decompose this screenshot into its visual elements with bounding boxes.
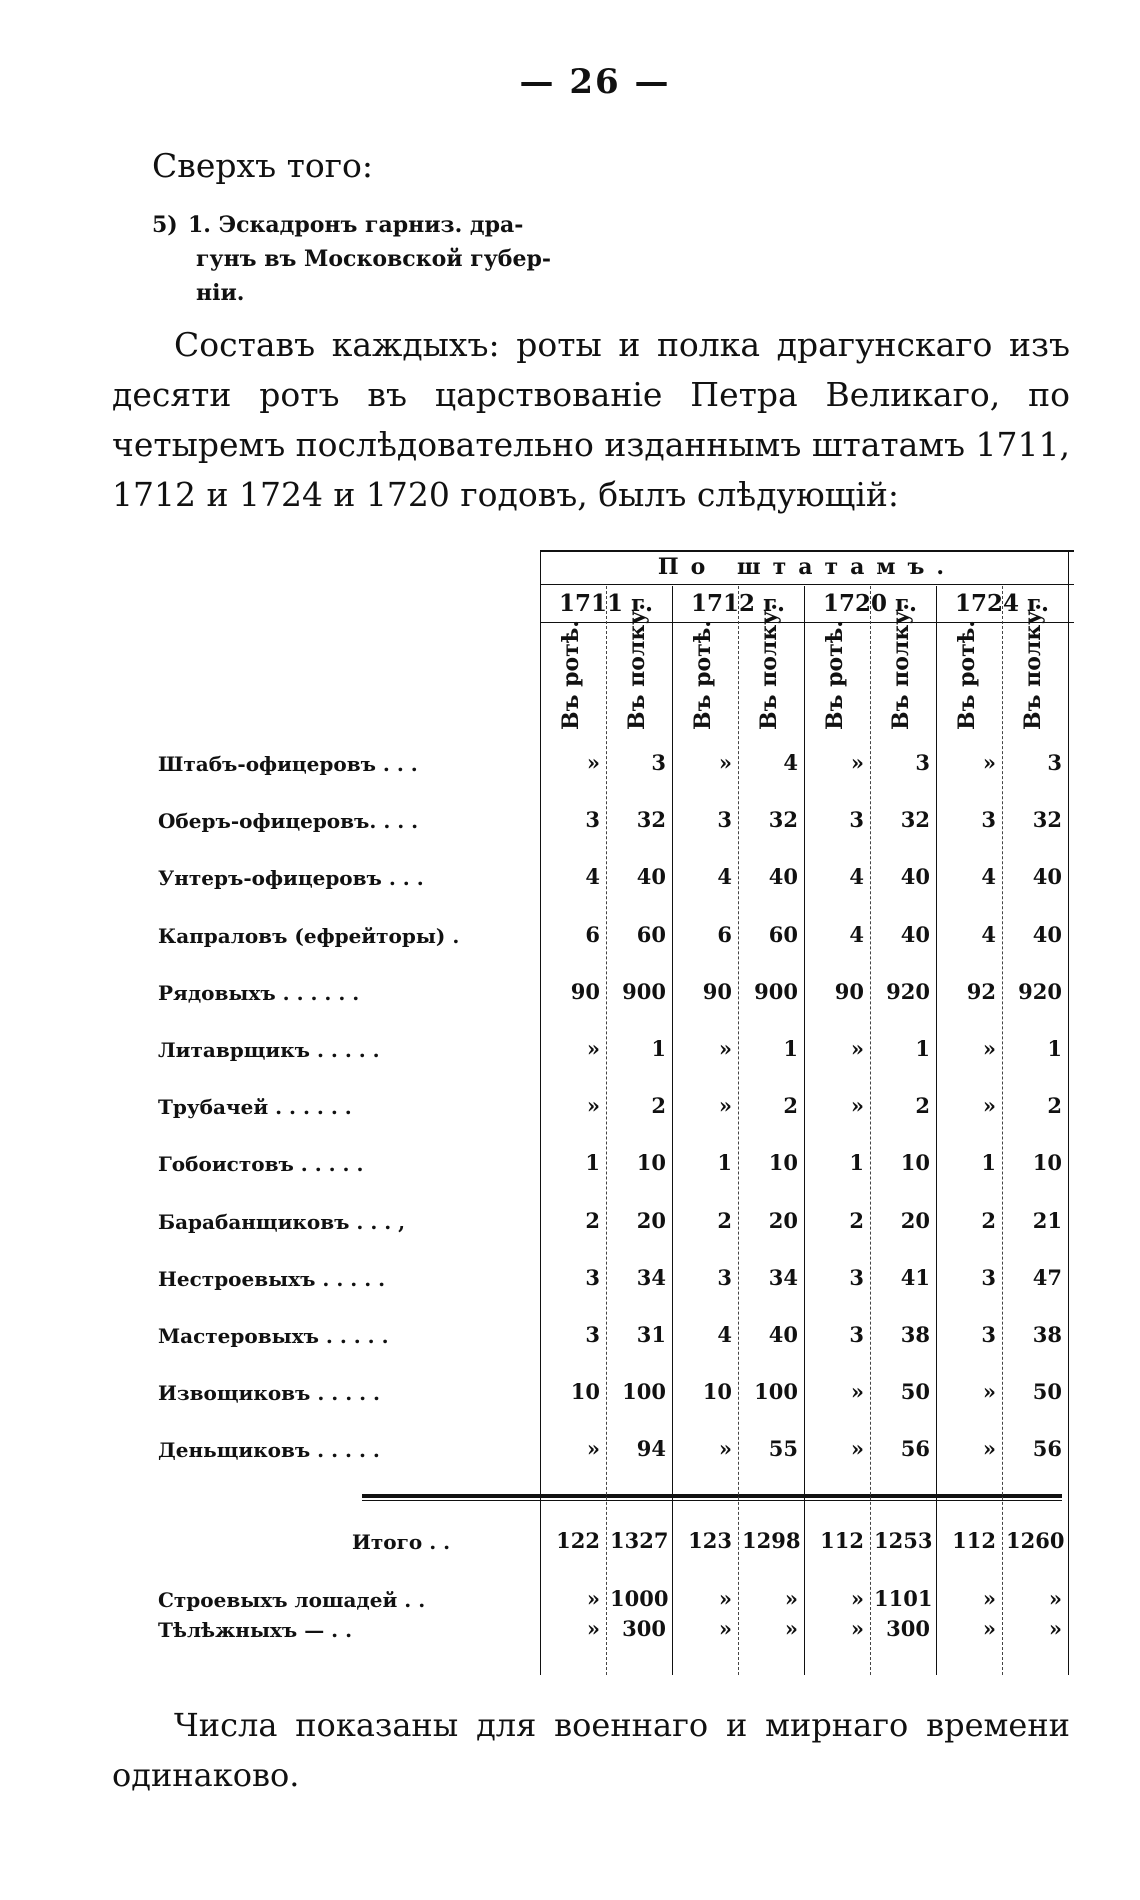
row-label: Деньщиковъ . . . . . (158, 1438, 380, 1463)
footer-text: Числа показаны для военнаго и мирнаго времени одинаково. (112, 1706, 1070, 1794)
table-cell: 1 (1047, 1036, 1062, 1061)
total-cell: 112 (952, 1528, 996, 1553)
table-cell: 3 (717, 1264, 732, 1290)
row-label: Штабъ-офицеровъ . . . (158, 752, 418, 776)
footnote-line-2: гунъ въ Московской губер- (196, 246, 551, 272)
table-cell: 60 (636, 921, 666, 947)
table-cell: 20 (636, 1207, 666, 1233)
table-cell: 38 (900, 1322, 930, 1347)
column-rule (1068, 550, 1069, 1675)
table-cell: 920 (1018, 978, 1062, 1004)
table-cell: 100 (622, 1379, 666, 1405)
table-cell: 90 (570, 978, 600, 1004)
footnote-number: 5) (152, 212, 178, 238)
horse-cell: » (784, 1616, 798, 1641)
table-cell: 2 (717, 1207, 732, 1233)
subcolumn-header-label: Въ полку. (1020, 602, 1046, 730)
table-cell: 4 (981, 921, 996, 947)
row-label: Мастеровыхъ . . . . . (158, 1324, 389, 1348)
horse-cell: 300 (886, 1616, 930, 1641)
table-cell: » (586, 750, 600, 775)
table-rule (540, 584, 1074, 585)
subcolumn-header-label: Въ полку. (624, 602, 650, 730)
total-cell: 122 (556, 1528, 600, 1553)
column-rule (936, 586, 937, 1675)
subcolumn-header-label: Въ ротѣ. (822, 620, 848, 730)
column-rule (738, 586, 739, 1675)
table-cell: » (850, 1036, 864, 1061)
table-cell: 40 (768, 864, 798, 890)
table-cell: 3 (717, 807, 732, 833)
footnote-line-1: 1. Эскадронъ гарниз. дра- (188, 212, 524, 238)
table-cell: 2 (651, 1093, 666, 1119)
table-cell: 10 (768, 1150, 798, 1176)
table-cell: 2 (585, 1207, 600, 1233)
total-cell: 112 (820, 1528, 864, 1553)
table-cell: 900 (622, 978, 666, 1004)
table-cell: 4 (585, 864, 600, 890)
table-cell: » (850, 1093, 864, 1119)
table-cell: 50 (1032, 1379, 1062, 1405)
table-cell: 40 (900, 864, 930, 890)
horse-cell: » (850, 1616, 864, 1641)
row-label: Капраловъ (ефрейторы) . (158, 923, 460, 948)
table-cell: 47 (1032, 1264, 1062, 1290)
table-title: По штатамъ. (657, 554, 957, 580)
table-cell: 2 (915, 1093, 930, 1119)
table-cell: 3 (849, 1322, 864, 1347)
table-cell: 3 (981, 1322, 996, 1347)
year-header: 1724 г. (954, 590, 1050, 617)
intro-paragraph (112, 320, 1070, 520)
table-cell: 10 (570, 1379, 600, 1405)
table-cell: 41 (900, 1264, 930, 1290)
footnote-block (152, 208, 552, 310)
table-cell: 40 (636, 864, 666, 890)
table-cell: 3 (1047, 750, 1062, 775)
table-cell: 4 (783, 750, 798, 775)
table-cell: 2 (783, 1093, 798, 1119)
table-cell: 2 (849, 1207, 864, 1233)
table-cell: 1 (981, 1150, 996, 1176)
table-cell: 3 (981, 1264, 996, 1290)
row-label: Трубачей . . . . . . (158, 1095, 352, 1120)
table-cell: » (982, 1036, 996, 1061)
table-cell: 32 (768, 807, 798, 833)
table-cell: 2 (981, 1207, 996, 1233)
table-cell: 34 (636, 1264, 666, 1290)
section-heading: Сверхъ того: (152, 146, 373, 185)
table-cell: 31 (636, 1322, 666, 1347)
column-rule (540, 550, 541, 1675)
column-rule (672, 586, 673, 1675)
total-label: Итого . . (352, 1530, 451, 1554)
table-cell: » (982, 750, 996, 775)
column-rule (1002, 586, 1003, 1675)
table-cell: » (982, 1093, 996, 1119)
horse-cell: 300 (622, 1616, 666, 1641)
horse-cell: » (982, 1616, 996, 1641)
table-cell: 38 (1032, 1322, 1062, 1347)
table-cell: 2 (1047, 1093, 1062, 1119)
table-cell: 3 (651, 750, 666, 775)
total-rule-thin (362, 1500, 1062, 1501)
table-cell: 6 (717, 921, 732, 947)
table-cell: 34 (768, 1264, 798, 1290)
subcolumn-header-label: Въ ротѣ. (690, 620, 716, 730)
table-cell: 4 (981, 864, 996, 890)
column-rule (870, 586, 871, 1675)
subcolumn-header-label: Въ полку. (888, 602, 914, 730)
table-cell: 92 (966, 978, 996, 1004)
table-cell: » (850, 1436, 864, 1462)
table-cell: » (982, 1436, 996, 1462)
table-cell: 40 (768, 1322, 798, 1347)
row-label: Извощиковъ . . . . . (158, 1381, 381, 1406)
horse-cell: » (1048, 1616, 1062, 1641)
row-label: Рядовыхъ . . . . . . (158, 980, 360, 1005)
table-cell: 50 (900, 1379, 930, 1405)
footer-paragraph (112, 1700, 1070, 1800)
table-cell: 1 (651, 1036, 666, 1061)
table-cell: 1 (783, 1036, 798, 1061)
footnote-line-3: ніи. (196, 280, 245, 306)
horse-cell: » (718, 1586, 732, 1611)
table-cell: 10 (636, 1150, 666, 1176)
table-cell: 4 (717, 864, 732, 890)
subcolumn-header (678, 620, 738, 740)
horse-cell: 1101 (874, 1586, 933, 1611)
total-cell: 1260 (1006, 1528, 1065, 1553)
table-cell: 60 (768, 921, 798, 947)
table-cell: 32 (900, 807, 930, 833)
table-cell: 3 (849, 1264, 864, 1290)
table-cell: 3 (585, 1264, 600, 1290)
table-cell: 4 (849, 864, 864, 890)
table-cell: 10 (900, 1150, 930, 1176)
subcolumn-header (1008, 602, 1068, 740)
column-rule (606, 586, 607, 1675)
table-cell: 3 (585, 807, 600, 833)
table-cell: 40 (900, 921, 930, 947)
table-cell: 1 (717, 1150, 732, 1176)
table-cell: 1 (915, 1036, 930, 1061)
table-cell: 900 (754, 978, 798, 1004)
subcolumn-header (612, 602, 672, 740)
row-label: Барабанщиковъ . . . , (158, 1209, 406, 1234)
table-cell: 10 (702, 1379, 732, 1405)
row-label: Унтеръ-офицеровъ . . . (158, 866, 424, 891)
year-header: 1711 г. (558, 590, 654, 617)
total-cell: 123 (688, 1528, 732, 1553)
table-cell: » (718, 1036, 732, 1061)
table-cell: 32 (1032, 807, 1062, 833)
table-cell: 3 (981, 807, 996, 833)
subcolumn-header-label: Въ полку. (756, 602, 782, 730)
row-label: Гобоистовъ . . . . . (158, 1152, 364, 1177)
row-label: Оберъ-офицеровъ. . . . (158, 809, 419, 834)
subcolumn-header (942, 620, 1002, 740)
subcolumn-header (876, 602, 936, 740)
table-cell: 4 (717, 1322, 732, 1347)
table-cell: 3 (849, 807, 864, 833)
horse-cell: » (586, 1616, 600, 1641)
table-cell: » (982, 1379, 996, 1405)
table-cell: 10 (1032, 1150, 1062, 1176)
table-cell: 56 (900, 1436, 930, 1462)
table-cell: 1 (849, 1150, 864, 1176)
year-header: 1720 г. (822, 590, 918, 617)
subcolumn-header (810, 620, 870, 740)
table-cell: » (718, 1093, 732, 1119)
horse-cell: » (850, 1586, 864, 1611)
subcolumn-header-label: Въ ротѣ. (954, 620, 980, 730)
horse-cell: » (1048, 1586, 1062, 1611)
table-cell: 56 (1032, 1436, 1062, 1462)
table-cell: 90 (834, 978, 864, 1004)
table-cell: 55 (768, 1436, 798, 1462)
horse-cell: » (718, 1616, 732, 1641)
table-cell: 20 (900, 1207, 930, 1233)
table-cell: » (850, 1379, 864, 1405)
page-number: — 26 — (519, 62, 671, 102)
total-cell: 1298 (742, 1528, 801, 1553)
table-cell: 920 (886, 978, 930, 1004)
table-cell: 32 (636, 807, 666, 833)
table-cell: » (718, 750, 732, 775)
table-cell: 21 (1032, 1207, 1062, 1233)
horse-cell: » (784, 1586, 798, 1611)
table-cell: 3 (915, 750, 930, 775)
intro-paragraph-text: Составъ каждыхъ: роты и полка драгунскаго изъ десяти ротъ въ царствованіе Петра Великаго, по четыремъ послѣдовательно изданнымъ штатамъ 1711, 1712 и 1724 и 1720 годовъ, былъ слѣдующій: (112, 325, 1070, 514)
total-cell: 1327 (610, 1528, 669, 1553)
table-cell: » (586, 1093, 600, 1119)
table-cell: » (586, 1436, 600, 1462)
horse-row-label: Строевыхъ лошадей . . (158, 1588, 426, 1612)
subcolumn-header (546, 620, 606, 740)
total-rule-thick (362, 1494, 1062, 1498)
horse-cell: 1000 (610, 1586, 669, 1611)
table-cell: 100 (754, 1379, 798, 1405)
year-header: 1712 г. (690, 590, 786, 617)
table-cell: 20 (768, 1207, 798, 1233)
table-cell: 40 (1032, 921, 1062, 947)
table-cell: 6 (585, 921, 600, 947)
table-cell: 3 (585, 1322, 600, 1347)
table-cell: 90 (702, 978, 732, 1004)
table-cell: » (586, 1036, 600, 1061)
row-label: Литаврщикъ . . . . . (158, 1038, 380, 1062)
subcolumn-header-label: Въ ротѣ. (558, 620, 584, 730)
subcolumn-header (744, 602, 804, 740)
table-cell: 4 (849, 921, 864, 947)
horse-cell: » (982, 1586, 996, 1611)
table-cell: 94 (636, 1436, 666, 1462)
table-cell: 1 (585, 1150, 600, 1176)
table-top-rule (540, 550, 1074, 552)
horse-row-label: Тѣлѣжныхъ — . . (158, 1618, 353, 1642)
total-cell: 1253 (874, 1528, 933, 1553)
table-rule (540, 622, 1074, 623)
table-cell: » (850, 750, 864, 775)
horse-cell: » (586, 1586, 600, 1611)
column-rule (804, 586, 805, 1675)
row-label: Нестроевыхъ . . . . . (158, 1266, 386, 1291)
table-cell: 40 (1032, 864, 1062, 890)
table-cell: » (718, 1436, 732, 1462)
